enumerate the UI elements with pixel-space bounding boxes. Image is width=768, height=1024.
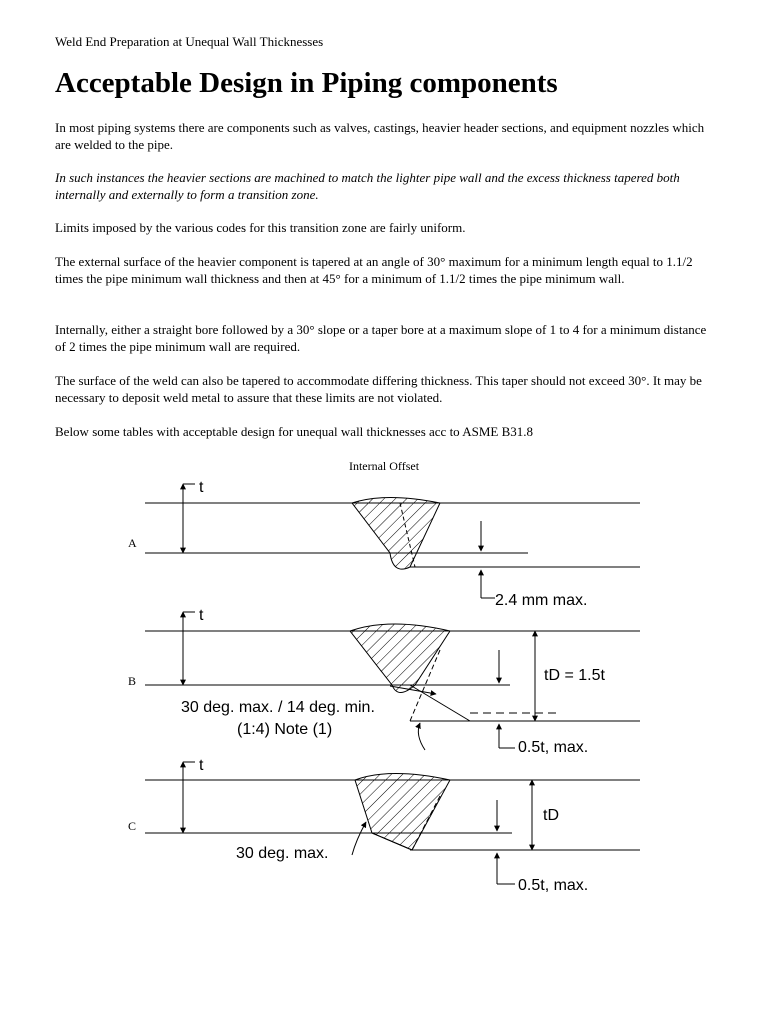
paragraph-3: Limits imposed by the various codes for this transition zone are fairly uniform. bbox=[55, 220, 466, 235]
angle-label-c: 30 deg. max. bbox=[236, 845, 329, 862]
paragraph-6: The surface of the weld can also be tapered to accommodate differing thickness. This taper should not exceed 30°. It may be necessary to deposit weld metal to assure that these limits are not violated. bbox=[55, 373, 702, 405]
td-label-b: tD = 1.5t bbox=[544, 667, 605, 684]
paragraph-5: Internally, either a straight bore followed by a 30° slope or a taper bore at a maximum slope of 1 to 4 for a minimum distance of 2 times the pipe minimum wall are required. bbox=[55, 322, 707, 354]
figure-caption: Internal Offset bbox=[348, 459, 420, 473]
paragraph-1: In most piping systems there are components such as valves, castings, heavier header sections, and equipment nozzles which are welded to the pipe. bbox=[55, 120, 705, 152]
section-a bbox=[128, 479, 640, 609]
section-b bbox=[128, 607, 640, 756]
dim-label-b: 0.5t, max. bbox=[518, 739, 589, 756]
section-letter-c: C bbox=[128, 819, 137, 833]
section-c bbox=[128, 757, 640, 894]
internal-offset-diagram bbox=[0, 450, 768, 900]
running-header: Weld End Preparation at Unequal Wall Thicknesses bbox=[55, 34, 324, 49]
td-label-c: tD bbox=[543, 807, 559, 824]
dim-label-c: 0.5t, max. bbox=[518, 877, 589, 894]
section-letter-b: B bbox=[128, 674, 137, 688]
section-letter-a: A bbox=[128, 536, 137, 550]
angle-label-b-2: (1:4) Note (1) bbox=[237, 721, 333, 738]
paragraph-7: Below some tables with acceptable design for unequal wall thicknesses acc to ASME B31.8 bbox=[55, 424, 533, 439]
t-label-c: t bbox=[199, 757, 204, 774]
weld-bead-a bbox=[352, 498, 440, 570]
paragraph-2: In such instances the heavier sections are machined to match the lighter pipe wall and the excess thickness tapered both internally and externally to form a transition zone. bbox=[55, 170, 680, 202]
dim-label-a: 2.4 mm max. bbox=[495, 592, 588, 609]
page-title: Acceptable Design in Piping components bbox=[55, 67, 558, 99]
paragraph-4: The external surface of the heavier component is tapered at an angle of 30° maximum for a minimum length equal to 1.1/2 times the pipe minimum wall thickness and then at 45° for a minimum of 1.1/2 times the pipe minimum wall. bbox=[55, 254, 693, 286]
weld-bead-c bbox=[355, 774, 450, 851]
t-label-b: t bbox=[199, 607, 204, 624]
weld-bead-b bbox=[350, 624, 450, 693]
angle-label-b-1: 30 deg. max. / 14 deg. min. bbox=[181, 699, 375, 716]
t-label-a: t bbox=[199, 479, 204, 496]
